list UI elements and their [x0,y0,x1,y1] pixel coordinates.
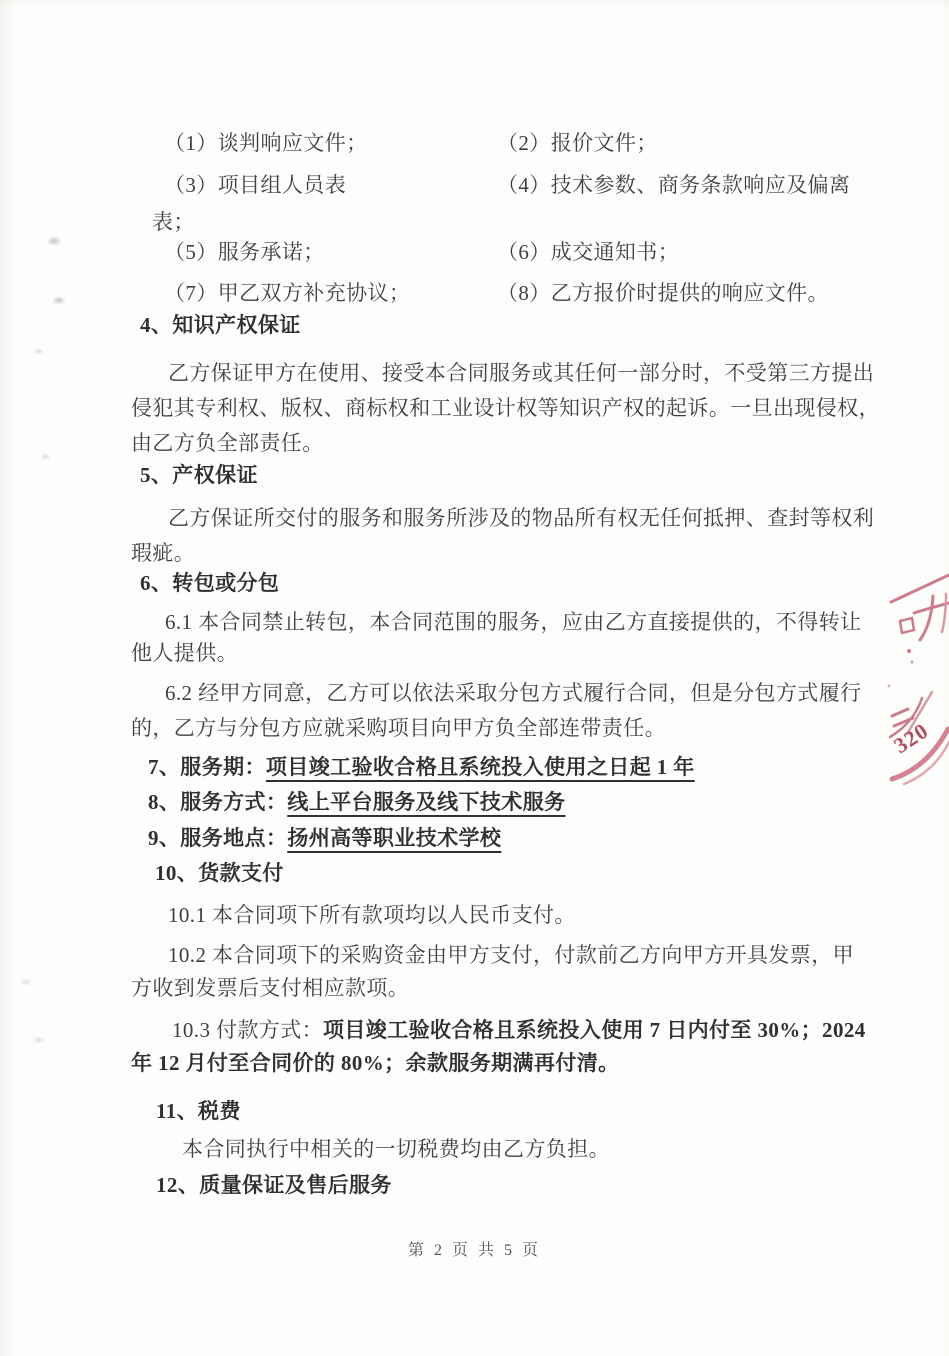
section-4-heading: 4、知识产权保证 [140,313,301,337]
section-9-label: 9、服务地点： [148,826,288,850]
clause-10-2-line-1: 10.2 本合同项下的采购资金由甲方支付，付款前乙方向甲方开具发票，甲 [168,943,854,967]
seal-registration-digits: 320 [889,717,933,759]
section-7-service-period [148,752,695,782]
clause-10-3-prefix: 10.3 付款方式： [172,1018,323,1042]
clause-6-1-line-2: 他人提供。 [131,641,238,665]
scan-smudge [46,236,62,246]
attachment-item-1: （1）谈判响应文件； [164,131,368,155]
scan-smudge [20,978,32,986]
section-4-body-line-3: 由乙方负全部责任。 [131,431,324,455]
clause-10-2-line-2: 方收到发票后支付相应款项。 [131,976,410,1000]
scan-smudge [40,453,51,460]
attachment-item-5: （5）服务承诺； [164,240,325,264]
clause-10-3-line-1 [172,1015,866,1045]
section-8-service-mode [148,787,566,817]
clause-10-3-payment-terms-1: 项目竣工验收合格且系统投入使用 7 日内付至 30%；2024 [323,1018,866,1042]
section-9-service-location [148,823,501,853]
section-12-heading: 12、质量保证及售后服务 [156,1173,392,1197]
section-10-heading: 10、货款支付 [155,861,284,885]
attachment-item-4: （4）技术参数、商务条款响应及偏离 [497,173,851,197]
scan-smudge [52,296,66,305]
attachment-item-4-continuation: 表； [152,210,195,234]
section-4-body-line-2: 侵犯其专利权、版权、商标权和工业设计权等知识产权的起诉。一旦出现侵权， [131,396,880,420]
attachment-item-2: （2）报价文件； [497,131,658,155]
attachment-item-6: （6）成交通知书； [497,240,680,264]
clause-10-3-line-2: 年 12 月付至合同价的 80%；余款服务期满再付清。 [131,1051,620,1075]
section-8-label: 8、服务方式： [148,790,288,814]
section-7-label: 7、服务期： [148,755,266,779]
section-11-heading: 11、税费 [156,1099,241,1123]
section-7-value: 项目竣工验收合格且系统投入使用之日起 1 年 [265,755,695,779]
scan-smudge [32,1036,45,1044]
section-11-body: 本合同执行中相关的一切税费均由乙方负担。 [182,1137,610,1161]
section-5-heading: 5、产权保证 [140,463,258,487]
attachment-item-7: （7）甲乙双方补充协议； [164,281,411,305]
section-5-body-line-1: 乙方保证所交付的服务和服务所涉及的物品所有权无任何抵押、查封等权利 [168,506,875,530]
attachment-item-3: （3）项目组人员表 [164,173,347,197]
clause-6-1-line-1: 6.1 本合同禁止转包，本合同范围的服务，应由乙方直接提供的，不得转让 [165,610,862,634]
clause-10-1: 10.1 本合同项下所有款项均以人民币支付。 [168,903,576,927]
section-8-value: 线上平台服务及线下技术服务 [287,790,566,814]
clause-6-2-line-2: 的，乙方与分包方应就采购项目向甲方负全部连带责任。 [131,716,666,740]
clause-6-2-line-1: 6.2 经甲方同意，乙方可以依法采取分包方式履行合同，但是分包方式履行 [165,681,862,705]
official-seal-stamp [834,520,949,820]
section-6-heading: 6、转包或分包 [140,571,280,595]
section-5-body-line-2: 瑕疵。 [131,541,196,565]
attachment-item-8: （8）乙方报价时提供的响应文件。 [497,281,829,305]
page-number-footer: 第 2 页 共 5 页 [407,1242,541,1259]
section-4-body-line-1: 乙方保证甲方在使用、接受本合同服务或其任何一部分时，不受第三方提出 [168,361,875,385]
section-9-value: 扬州高等职业技术学校 [287,826,502,850]
scan-smudge [34,348,44,355]
